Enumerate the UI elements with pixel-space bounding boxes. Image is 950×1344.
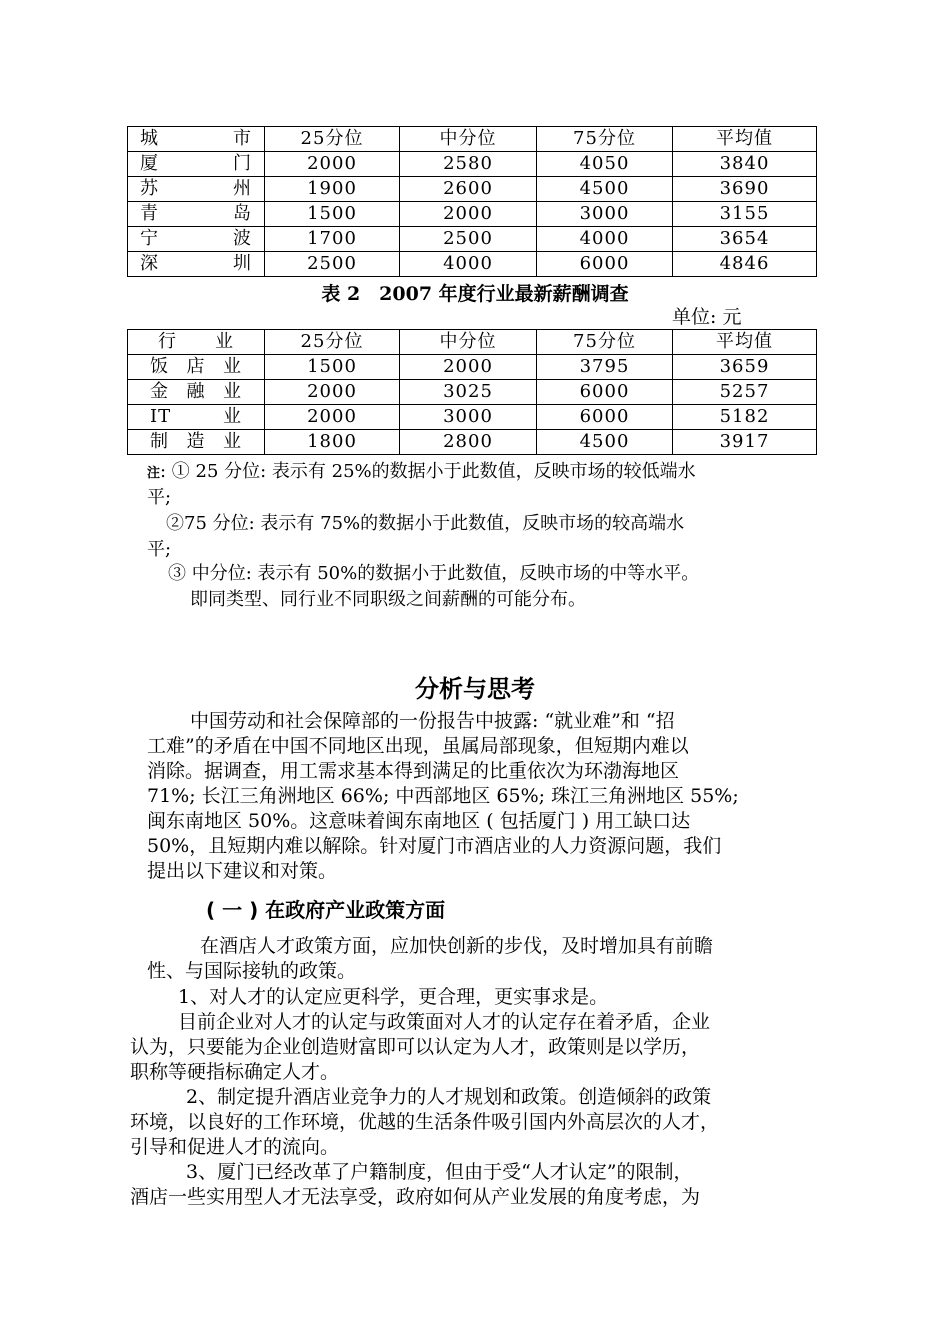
item-3-line: 3、厦门已经改革了户籍制度，但由于受“人才认定”的限制， xyxy=(186,1161,693,1183)
note-1-text: : ① 25 分位: 表示有 25%的数据小于此数值，反映市场的较低端水 xyxy=(160,461,696,482)
item-1-title: 1、对人才的认定应更科学，更合理，更实事求是。 xyxy=(178,986,609,1008)
header-p25: 25分位 xyxy=(265,330,400,355)
value-cell: 2580 xyxy=(400,152,537,177)
intro-line: 工难”的矛盾在中国不同地区出现，虽属局部现象，但短期内难以 xyxy=(147,735,689,757)
subsection-heading: ( 一 ) 在政府产业政策方面 xyxy=(206,898,446,922)
item-2-line: 2、制定提升酒店业竞争力的人才规划和政策。创造倾斜的政策 xyxy=(186,1086,712,1108)
table-row xyxy=(128,177,817,202)
note-3-cont: 即同类型、同行业不同职级之间薪酬的可能分布。 xyxy=(190,589,586,610)
industry-salary-table xyxy=(127,329,817,455)
city-cell: 苏州 xyxy=(128,177,265,202)
policy-line: 性、与国际接轨的政策。 xyxy=(147,960,357,982)
value-cell: 1800 xyxy=(265,430,400,455)
value-cell: 2500 xyxy=(265,252,400,277)
value-cell: 6000 xyxy=(537,380,673,405)
table-row xyxy=(128,355,817,380)
table2-unit: 单位: 元 xyxy=(672,306,742,328)
note-2: ②75 分位: 表示有 75%的数据小于此数值，反映市场的较高端水 xyxy=(166,513,685,534)
value-cell: 4846 xyxy=(673,252,817,277)
item-1-line: 目前企业对人才的认定与政策面对人才的认定存在着矛盾，企业 xyxy=(178,1011,711,1033)
value-cell: 3659 xyxy=(673,355,817,380)
intro-line: 闽东南地区 50%。这意味着闽东南地区 ( 包括厦门 ) 用工缺口达 xyxy=(147,810,691,832)
value-cell: 4050 xyxy=(537,152,673,177)
value-cell: 4000 xyxy=(400,252,537,277)
value-cell: 3840 xyxy=(673,152,817,177)
note-1-cont: 平; xyxy=(147,487,172,508)
value-cell: 6000 xyxy=(537,252,673,277)
table-row xyxy=(128,152,817,177)
value-cell: 4500 xyxy=(537,177,673,202)
value-cell: 3917 xyxy=(673,430,817,455)
header-city: 城市 xyxy=(128,127,265,152)
industry-cell: IT 业 xyxy=(128,405,265,430)
industry-cell: 制造业 xyxy=(128,430,265,455)
table-row xyxy=(128,227,817,252)
table-row xyxy=(128,252,817,277)
value-cell: 2500 xyxy=(400,227,537,252)
intro-line: 50%，且短期内难以解除。针对厦门市酒店业的人力资源问题，我们 xyxy=(147,835,722,857)
table-header-row xyxy=(128,330,817,355)
table-row xyxy=(128,405,817,430)
header-p75: 75分位 xyxy=(537,330,673,355)
city-cell: 厦门 xyxy=(128,152,265,177)
city-cell: 青岛 xyxy=(128,202,265,227)
value-cell: 4000 xyxy=(537,227,673,252)
value-cell: 5257 xyxy=(673,380,817,405)
value-cell: 3690 xyxy=(673,177,817,202)
intro-line: 71%; 长江三角洲地区 66%; 中西部地区 65%; 珠江三角洲地区 55%; xyxy=(147,785,739,807)
header-average: 平均值 xyxy=(673,127,817,152)
value-cell: 3000 xyxy=(537,202,673,227)
value-cell: 1500 xyxy=(265,355,400,380)
header-average: 平均值 xyxy=(673,330,817,355)
value-cell: 2000 xyxy=(400,355,537,380)
item-1-line: 认为，只要能为企业创造财富即可以认定为人才，政策则是以学历， xyxy=(130,1036,701,1058)
item-3-line: 酒店一些实用型人才无法享受，政府如何从产业发展的角度考虑，为 xyxy=(130,1186,701,1208)
value-cell: 1700 xyxy=(265,227,400,252)
intro-line: 消除。据调查，用工需求基本得到满足的比重依次为环渤海地区 xyxy=(147,760,680,782)
value-cell: 3000 xyxy=(400,405,537,430)
value-cell: 2000 xyxy=(400,202,537,227)
header-industry: 行业 xyxy=(128,330,265,355)
industry-cell: 饭店业 xyxy=(128,355,265,380)
note-1 xyxy=(147,459,696,487)
value-cell: 5182 xyxy=(673,405,817,430)
item-2-line: 环境，以良好的工作环境，优越的生活条件吸引国内外高层次的人才， xyxy=(130,1111,720,1133)
value-cell: 3654 xyxy=(673,227,817,252)
note-3: ③ 中分位: 表示有 50%的数据小于此数值，反映市场的中等水平。 xyxy=(168,563,700,584)
table2-caption: 表 2 2007 年度行业最新薪酬调查 xyxy=(321,283,629,305)
header-p75: 75分位 xyxy=(537,127,673,152)
policy-line: 在酒店人才政策方面，应加快创新的步伐，及时增加具有前瞻 xyxy=(200,935,714,957)
value-cell: 2800 xyxy=(400,430,537,455)
value-cell: 4500 xyxy=(537,430,673,455)
section-title: 分析与思考 xyxy=(415,675,535,703)
value-cell: 6000 xyxy=(537,405,673,430)
table-row xyxy=(128,430,817,455)
header-median: 中分位 xyxy=(400,127,537,152)
value-cell: 1900 xyxy=(265,177,400,202)
value-cell: 3155 xyxy=(673,202,817,227)
item-2-line: 引导和促进人才的流向。 xyxy=(130,1136,340,1158)
value-cell: 1500 xyxy=(265,202,400,227)
table-row xyxy=(128,380,817,405)
value-cell: 2600 xyxy=(400,177,537,202)
value-cell: 3025 xyxy=(400,380,537,405)
industry-cell: 金融业 xyxy=(128,380,265,405)
city-cell: 宁波 xyxy=(128,227,265,252)
value-cell: 2000 xyxy=(265,405,400,430)
intro-line: 中国劳动和社会保障部的一份报告中披露: “就业难”和 “招 xyxy=(190,710,675,732)
header-median: 中分位 xyxy=(400,330,537,355)
note-label: 注 xyxy=(147,466,161,481)
item-1-line: 职称等硬指标确定人才。 xyxy=(130,1061,340,1083)
city-cell: 深圳 xyxy=(128,252,265,277)
value-cell: 2000 xyxy=(265,380,400,405)
table-header-row xyxy=(128,127,817,152)
header-p25: 25分位 xyxy=(265,127,400,152)
table-row xyxy=(128,202,817,227)
intro-line: 提出以下建议和对策。 xyxy=(147,860,338,882)
value-cell: 3795 xyxy=(537,355,673,380)
note-2-cont: 平; xyxy=(147,539,172,560)
city-salary-table xyxy=(127,126,817,277)
value-cell: 2000 xyxy=(265,152,400,177)
